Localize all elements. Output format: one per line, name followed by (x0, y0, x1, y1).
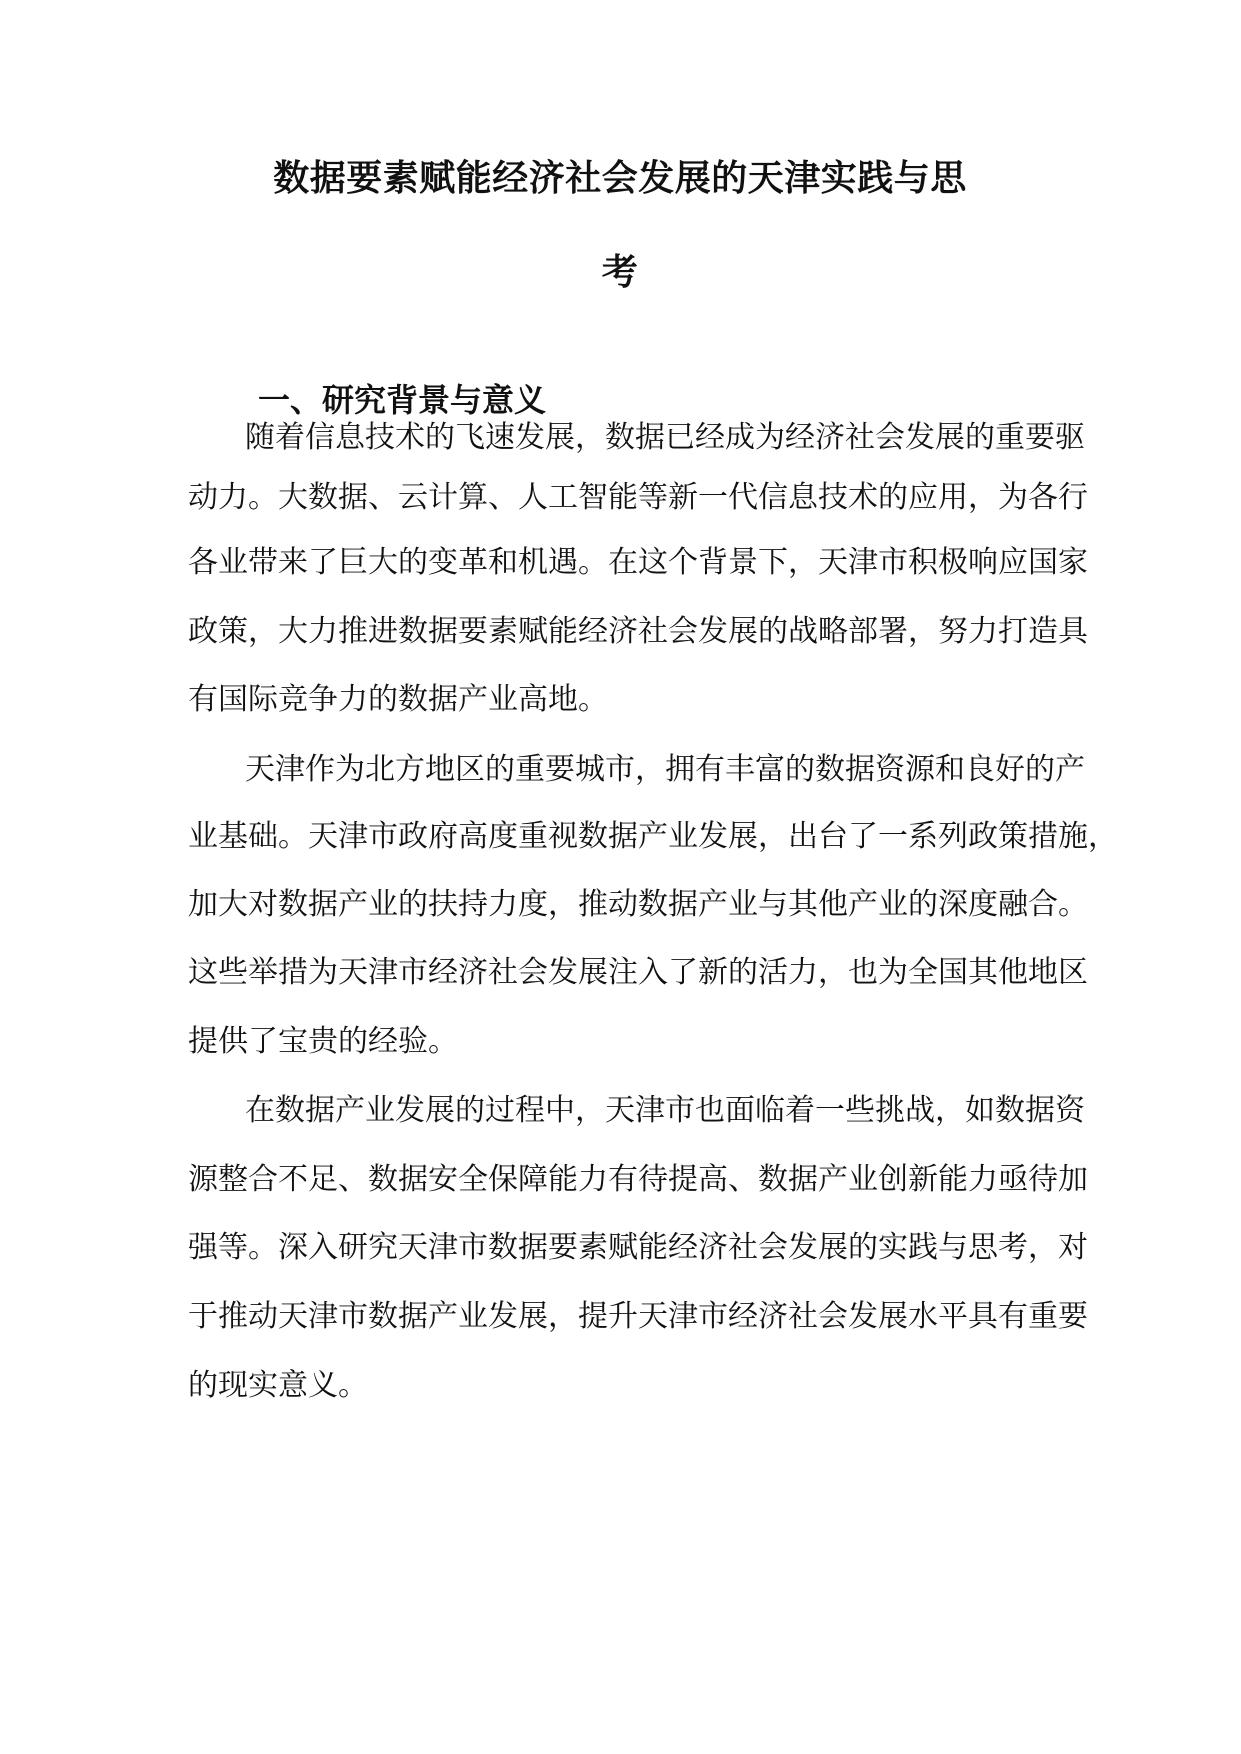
paragraph-line: 政策，大力推进数据要素赋能经济社会发展的战略部署，努力打造具 (188, 614, 1088, 649)
paragraph-line: 业基础。天津市政府高度重视数据产业发展，出台了一系列政策措施， (188, 819, 1118, 854)
paragraph-line: 各业带来了巨大的变革和机遇。在这个背景下，天津市积极响应国家 (188, 545, 1088, 580)
paragraph-line: 于推动天津市数据产业发展，提升天津市经济社会发展水平具有重要 (188, 1299, 1088, 1334)
paragraph-line: 加大对数据产业的扶持力度，推动数据产业与其他产业的深度融合。 (188, 887, 1088, 922)
paragraph-line: 源整合不足、数据安全保障能力有待提高、数据产业创新能力亟待加 (188, 1162, 1088, 1197)
document-title-line-2: 考 (601, 251, 639, 293)
document-title-line-1: 数据要素赋能经济社会发展的天津实践与思 (273, 157, 967, 199)
paragraph-line: 随着信息技术的飞速发展，数据已经成为经济社会发展的重要驱 (245, 420, 1085, 455)
paragraph-line: 在数据产业发展的过程中，天津市也面临着一些挑战，如数据资 (245, 1093, 1085, 1128)
paragraph-line: 动力。大数据、云计算、人工智能等新一代信息技术的应用，为各行 (188, 480, 1088, 515)
paragraph-line: 强等。深入研究天津市数据要素赋能经济社会发展的实践与思考，对 (188, 1230, 1088, 1265)
paragraph-line: 这些举措为天津市经济社会发展注入了新的活力，也为全国其他地区 (188, 955, 1088, 990)
paragraph-line: 的现实意义。 (188, 1368, 368, 1403)
section-heading: 一、研究背景与意义 (258, 381, 547, 419)
paragraph-line: 天津作为北方地区的重要城市，拥有丰富的数据资源和良好的产 (245, 752, 1085, 787)
paragraph-line: 提供了宝贵的经验。 (188, 1024, 458, 1059)
paragraph-line: 有国际竞争力的数据产业高地。 (188, 682, 608, 717)
